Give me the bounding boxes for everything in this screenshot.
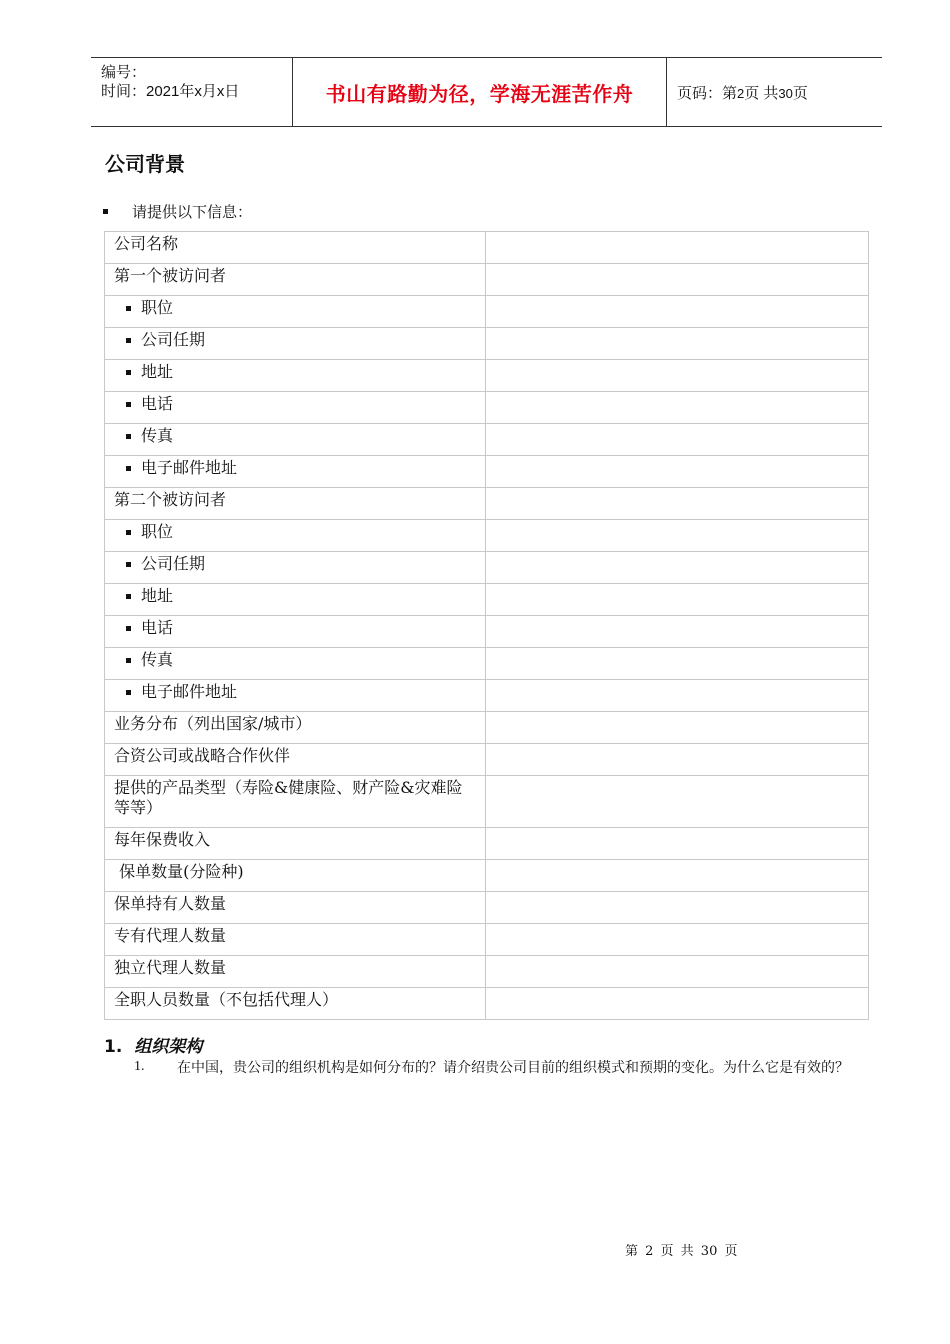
- header-motto-cell: [293, 58, 667, 126]
- field-label: 公司任期: [141, 554, 206, 573]
- section-heading-organization: [104, 1032, 202, 1057]
- sub-item: [114, 586, 476, 606]
- field-label: 每年保费收入: [114, 830, 211, 849]
- header-motto: 书山有路勤为径，学海无涯苦作舟: [325, 81, 634, 106]
- table-row: [105, 392, 869, 424]
- field-label-cell: [105, 616, 486, 648]
- sub-item: [114, 298, 476, 318]
- section-title: 公司背景: [105, 152, 185, 176]
- sub-item: [114, 682, 476, 702]
- bullet-square-icon: [126, 594, 131, 599]
- table-row: [105, 680, 869, 712]
- field-label-cell: [105, 828, 486, 860]
- field-label: 专有代理人数量: [114, 926, 227, 945]
- field-label-cell: [105, 988, 486, 1020]
- field-label-cell: [105, 860, 486, 892]
- table-row: [105, 988, 869, 1020]
- table-row: [105, 488, 869, 520]
- table-row: [105, 456, 869, 488]
- field-value-cell[interactable]: [486, 828, 869, 860]
- question-text: 在中国，贵公司的组织机构是如何分布的？请介绍贵公司目前的组织模式和预期的变化。为什么它是有效的？: [177, 1060, 849, 1076]
- table-row: [105, 860, 869, 892]
- table-row: [105, 712, 869, 744]
- section-number: 1.: [104, 1037, 123, 1057]
- document-number-label: 编号：: [101, 64, 147, 81]
- question-number: 1.: [134, 1059, 145, 1074]
- table-row: [105, 892, 869, 924]
- field-value-cell[interactable]: [486, 924, 869, 956]
- field-label: 地址: [141, 362, 174, 381]
- table-row: [105, 264, 869, 296]
- field-label: 传真: [141, 426, 174, 445]
- field-label-cell: [105, 924, 486, 956]
- bullet-square-icon: [126, 562, 131, 567]
- field-value-cell[interactable]: [486, 988, 869, 1020]
- field-label: 第二个被访问者: [114, 490, 227, 509]
- bullet-square-icon: [126, 306, 131, 311]
- field-value-cell[interactable]: [486, 296, 869, 328]
- field-value-cell[interactable]: [486, 552, 869, 584]
- field-label-cell: [105, 488, 486, 520]
- field-value-cell[interactable]: [486, 456, 869, 488]
- header-meta-cell: [91, 58, 293, 126]
- field-value-cell[interactable]: [486, 232, 869, 264]
- company-info-table: [104, 231, 869, 1020]
- field-label-cell: [105, 264, 486, 296]
- table-row: [105, 584, 869, 616]
- field-value-cell[interactable]: [486, 360, 869, 392]
- sub-item: [114, 362, 476, 382]
- bullet-square-icon: [126, 690, 131, 695]
- field-value-cell[interactable]: [486, 264, 869, 296]
- field-label-cell: [105, 584, 486, 616]
- field-value-cell[interactable]: [486, 488, 869, 520]
- field-label: 地址: [141, 586, 174, 605]
- bullet-square-icon: [103, 209, 108, 214]
- field-value-cell[interactable]: [486, 520, 869, 552]
- field-value-cell[interactable]: [486, 956, 869, 988]
- sub-item: [114, 554, 476, 574]
- bullet-square-icon: [126, 626, 131, 631]
- field-label: 第一个被访问者: [114, 266, 227, 285]
- field-label-cell: [105, 712, 486, 744]
- field-label: 电子邮件地址: [141, 682, 238, 701]
- field-label-cell: [105, 680, 486, 712]
- bullet-square-icon: [126, 658, 131, 663]
- field-label-cell: [105, 424, 486, 456]
- field-label-cell: [105, 328, 486, 360]
- field-value-cell[interactable]: [486, 680, 869, 712]
- field-value-cell[interactable]: [486, 424, 869, 456]
- field-label: 提供的产品类型（寿险&健康险、财产险&灾难险 等等）: [114, 778, 473, 817]
- field-value-cell[interactable]: [486, 712, 869, 744]
- field-label-cell: [105, 456, 486, 488]
- table-row: [105, 552, 869, 584]
- field-label: 保单持有人数量: [114, 894, 227, 913]
- intro-text: 请提供以下信息：: [132, 203, 253, 221]
- bullet-square-icon: [126, 402, 131, 407]
- table-row: [105, 296, 869, 328]
- field-label-cell: [105, 232, 486, 264]
- section-heading-title: 组织架构: [134, 1037, 203, 1057]
- field-label-cell: [105, 520, 486, 552]
- table-row: [105, 232, 869, 264]
- field-label-cell: [105, 392, 486, 424]
- bullet-square-icon: [126, 434, 131, 439]
- field-label: 保单数量(分险种): [114, 862, 244, 881]
- field-label: 独立代理人数量: [114, 958, 227, 977]
- field-label: 电话: [141, 394, 174, 413]
- table-row: [105, 648, 869, 680]
- field-label-cell: [105, 776, 486, 828]
- header-page-info: 页码：第2页 共30页: [677, 84, 808, 102]
- sub-item: [114, 394, 476, 414]
- table-row: [105, 616, 869, 648]
- field-label: 合资公司或战略合作伙伴: [114, 746, 291, 765]
- field-label-cell: [105, 360, 486, 392]
- field-label-cell: [105, 552, 486, 584]
- field-value-cell[interactable]: [486, 744, 869, 776]
- field-label: 业务分布（列出国家/城市）: [114, 714, 312, 733]
- bullet-square-icon: [126, 466, 131, 471]
- field-value-cell[interactable]: [486, 328, 869, 360]
- field-label-cell: [105, 892, 486, 924]
- table-row: [105, 924, 869, 956]
- page-footer: 第 2 页 共 30 页: [625, 1244, 738, 1259]
- field-label: 职位: [141, 522, 174, 541]
- field-label: 全职人员数量（不包括代理人）: [114, 990, 339, 1009]
- field-label: 职位: [141, 298, 174, 317]
- bullet-square-icon: [126, 338, 131, 343]
- field-value-cell[interactable]: [486, 616, 869, 648]
- bullet-square-icon: [126, 530, 131, 535]
- field-label: 电子邮件地址: [141, 458, 238, 477]
- page-header: [91, 57, 882, 127]
- field-label: 电话: [141, 618, 174, 637]
- field-value-cell[interactable]: [486, 860, 869, 892]
- sub-item: [114, 330, 476, 350]
- field-label-cell: [105, 744, 486, 776]
- sub-item: [114, 650, 476, 670]
- table-row: [105, 328, 869, 360]
- sub-item: [114, 458, 476, 478]
- sub-item: [114, 522, 476, 542]
- table-row: [105, 744, 869, 776]
- field-label-cell: [105, 296, 486, 328]
- field-value-cell[interactable]: [486, 776, 869, 828]
- table-row: [105, 520, 869, 552]
- table-row: [105, 360, 869, 392]
- document-date: 时间：2021年x月x日: [101, 83, 240, 100]
- field-label: 公司任期: [141, 330, 206, 349]
- table-row: [105, 956, 869, 988]
- field-value-cell[interactable]: [486, 892, 869, 924]
- field-label: 传真: [141, 650, 174, 669]
- table-row: [105, 424, 869, 456]
- intro-bullet: [103, 201, 252, 222]
- header-page-cell: [667, 58, 882, 126]
- field-label-cell: [105, 648, 486, 680]
- field-value-cell[interactable]: [486, 584, 869, 616]
- field-label: 公司名称: [114, 234, 179, 253]
- field-label-cell: [105, 956, 486, 988]
- sub-item: [114, 426, 476, 446]
- bullet-square-icon: [126, 370, 131, 375]
- sub-item: [114, 618, 476, 638]
- field-value-cell[interactable]: [486, 648, 869, 680]
- table-row: [105, 828, 869, 860]
- field-value-cell[interactable]: [486, 392, 869, 424]
- table-row: [105, 776, 869, 828]
